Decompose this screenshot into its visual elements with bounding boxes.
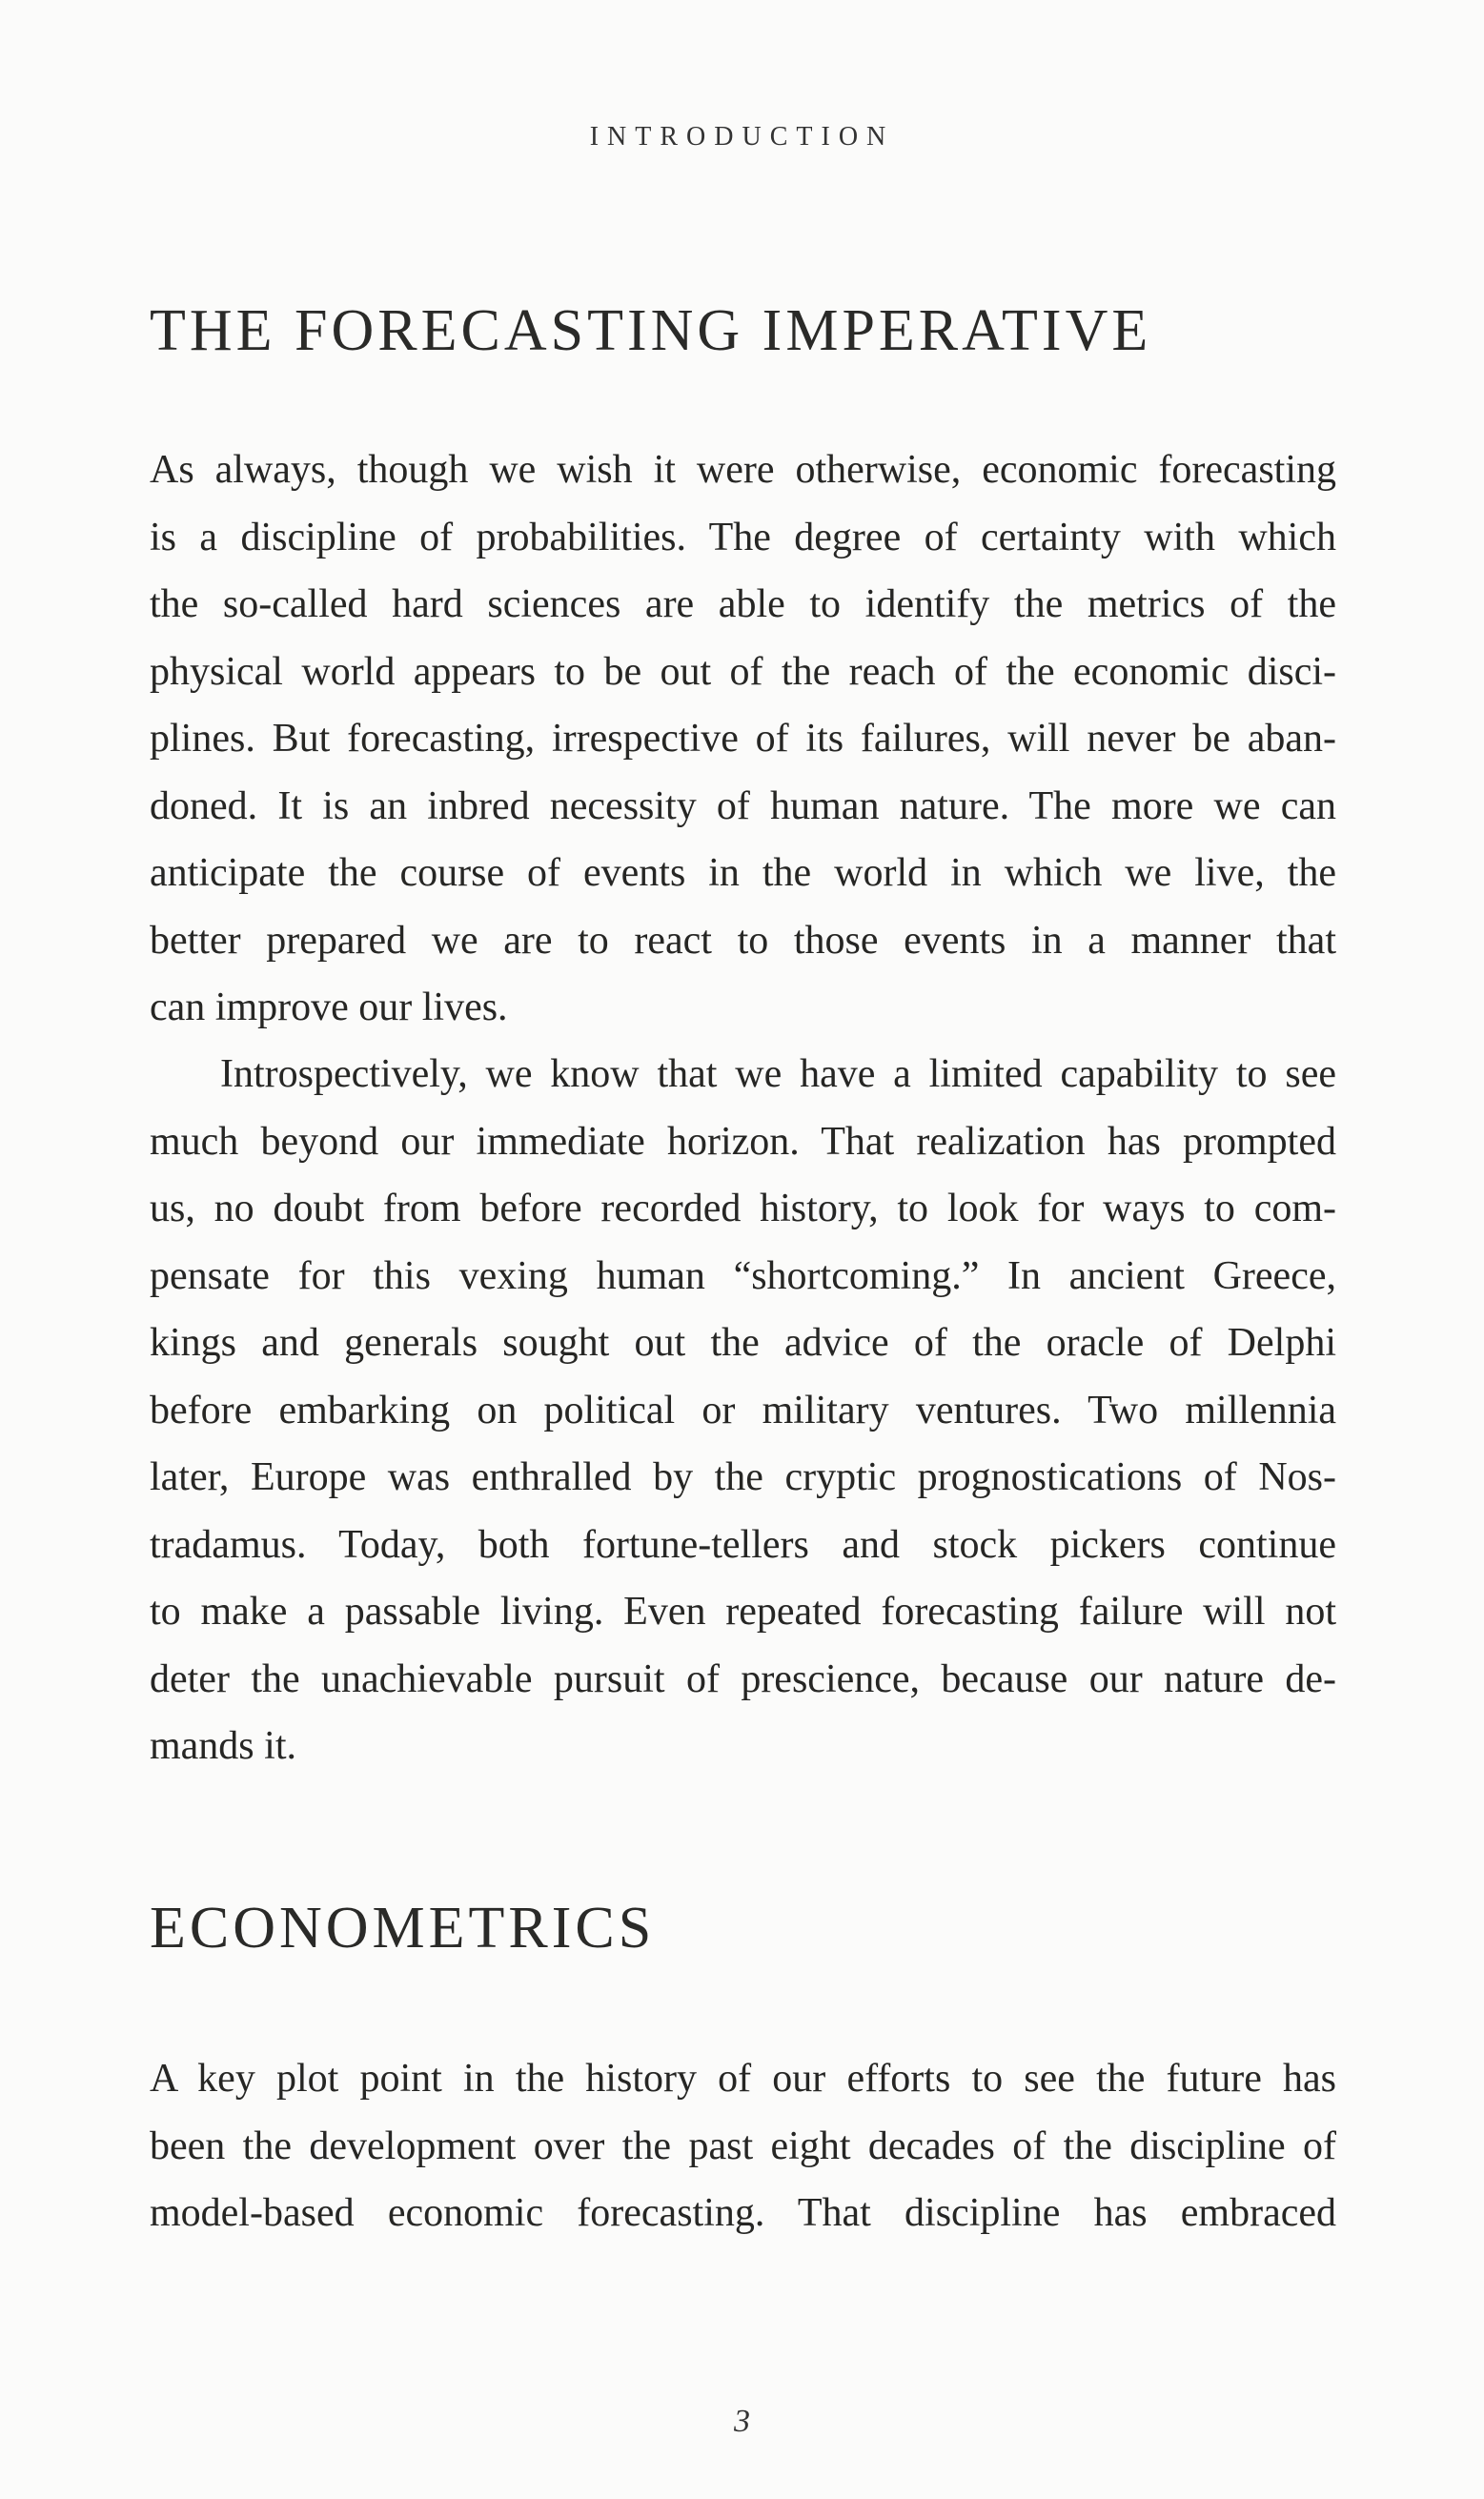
text-line: is a discipline of probabilities. The degree of certainty with which <box>150 515 1336 559</box>
paragraph <box>150 1041 1336 1780</box>
text-line: to make a passable living. Even repeated forecasting failure will not <box>150 1590 1336 1634</box>
text-line: better prepared we are to react to those events in a manner that <box>150 918 1336 963</box>
text-line: deter the unachievable pursuit of prescience, because our nature de- <box>150 1656 1336 1701</box>
text-line: tradamus. Today, both fortune-tellers and stock pickers continue <box>150 1522 1336 1567</box>
text-line: As always, though we wish it were otherwise, economic forecasting <box>150 448 1336 492</box>
paragraph <box>150 437 1336 1042</box>
text-line: physical world appears to be out of the reach of the economic disci- <box>150 649 1336 694</box>
text-line: us, no doubt from before recorded history, to look for ways to com- <box>150 1187 1336 1230</box>
text-line: the so-called hard sciences are able to identify the metrics of the <box>150 582 1336 626</box>
text-line: plines. But forecasting, irrespective of its failures, will never be aban- <box>150 717 1336 761</box>
text-line: mands it. <box>150 1724 296 1768</box>
text-line: later, Europe was enthralled by the cryptic prognostications of Nos- <box>150 1455 1336 1499</box>
page-number: 3 <box>734 2404 750 2439</box>
text-line: model-based economic forecasting. That discipline has embraced <box>150 2191 1336 2235</box>
section-heading-econometrics: ECONOMETRICS <box>150 1896 656 1961</box>
text-line: A key plot point in the history of our efforts to see the future has <box>150 2057 1336 2101</box>
running-head: INTRODUCTION <box>589 122 895 152</box>
text-line: can improve our lives. <box>150 985 508 1029</box>
section-heading-forecasting-imperative: THE FORECASTING IMPERATIVE <box>150 298 1152 363</box>
text-line: anticipate the course of events in the world in which we live, the <box>150 851 1336 895</box>
paragraph <box>150 2045 1336 2247</box>
text-line: kings and generals sought out the advice of the oracle of Delphi <box>150 1321 1336 1365</box>
text-line: before embarking on political or military ventures. Two millennia <box>150 1388 1336 1432</box>
text-line: been the development over the past eight decades of the discipline of <box>150 2123 1336 2168</box>
text-line: Introspectively, we know that we have a limited capability to see <box>220 1052 1336 1096</box>
text-line: much beyond our immediate horizon. That realization has prompted <box>150 1119 1336 1164</box>
text-line: doned. It is an inbred necessity of human nature. The more we can <box>150 783 1336 828</box>
text-line: pensate for this vexing human “shortcoming.” In ancient Greece, <box>150 1253 1336 1298</box>
